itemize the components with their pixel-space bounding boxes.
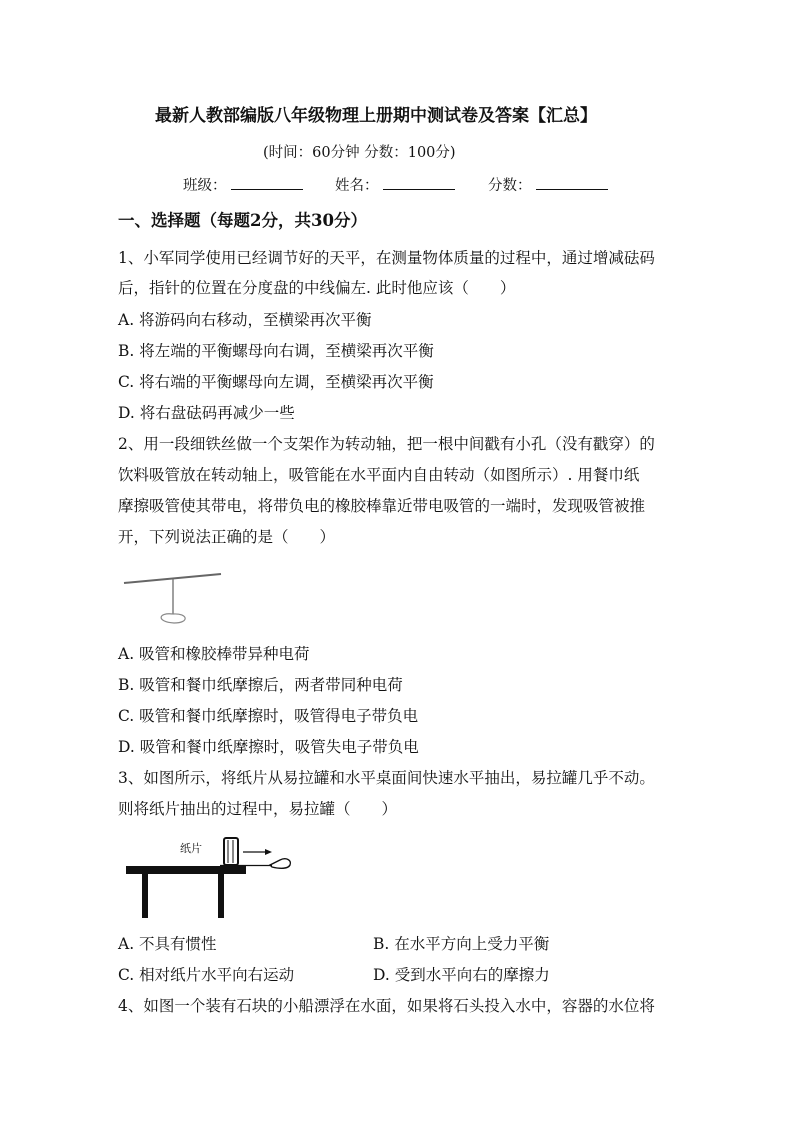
q1-option-b: B. 将左端的平衡螺母向右调，至横梁再次平衡 [118,342,434,360]
table-leg-left [142,874,148,918]
section-title: 一、选择题（每题2分，共30分） [118,211,367,230]
q3-option-d: D. 受到水平向右的摩擦力 [373,966,550,984]
q3-option-c: C. 相对纸片水平向右运动 [118,966,295,984]
paper-label: 纸片 [180,842,202,855]
q2-text-line2: 饮料吸管放在转动轴上，吸管能在水平面内自由转动（如图所示）. 用餐巾纸 [118,466,640,484]
q1-text-line1: 1、小军同学使用已经调节好的天平，在测量物体质量的过程中，通过增减砝码 [118,249,655,267]
stand-base [161,614,185,623]
page-title: 最新人教部编版八年级物理上册期中测试卷及答案【汇总】 [155,106,597,126]
hand-icon [270,859,290,869]
name-blank[interactable] [383,175,455,190]
q2-option-d: D. 吸管和餐巾纸摩擦时，吸管失电子带负电 [118,738,419,756]
table-leg-right [218,874,224,918]
q2-option-c: C. 吸管和餐巾纸摩擦时，吸管得电子带负电 [118,707,419,725]
q3-text-line1: 3、如图所示，将纸片从易拉罐和水平桌面间快速水平抽出，易拉罐几乎不动。 [118,769,655,787]
exam-meta: (时间：60分钟 分数：100分) [263,145,456,161]
q2-text-line1: 2、用一段细铁丝做一个支架作为转动轴，把一根中间戳有小孔（没有戳穿）的 [118,435,655,453]
arrow-head [265,849,272,855]
score-field [488,175,608,196]
q3-option-a: A. 不具有惯性 [118,935,217,953]
tabletop [126,866,246,874]
can [224,838,238,865]
q1-option-c: C. 将右端的平衡螺母向左调，至横梁再次平衡 [118,373,434,391]
score-blank[interactable] [536,175,608,190]
q2-text-line4: 开，下列说法正确的是（ ） [118,528,336,546]
straw-pivot-figure [118,566,228,628]
q3-option-b: B. 在水平方向上受力平衡 [373,935,550,953]
name-field [335,175,455,196]
q4-text-line1: 4、如图一个装有石块的小船漂浮在水面，如果将石头投入水中，容器的水位将 [118,997,655,1015]
q3-text-line2: 则将纸片抽出的过程中，易拉罐（ ） [118,800,398,818]
q1-option-d: D. 将右盘砝码再减少一些 [118,404,295,422]
q2-option-b: B. 吸管和餐巾纸摩擦后，两者带同种电荷 [118,676,403,694]
q1-option-a: A. 将游码向右移动，至横梁再次平衡 [118,311,372,329]
q1-text-line2: 后，指针的位置在分度盘的中线偏左. 此时他应该（ ） [118,279,516,297]
can-paper-figure [120,832,300,924]
q2-option-a: A. 吸管和橡胶棒带异种电荷 [118,645,310,663]
class-field [183,175,303,196]
class-blank[interactable] [231,175,303,190]
name-label: 姓名： [335,178,379,194]
q2-text-line3: 摩擦吸管使其带电，将带负电的橡胶棒靠近带电吸管的一端时，发现吸管被推 [118,497,646,515]
score-label: 分数： [488,178,532,194]
class-label: 班级： [183,178,227,194]
